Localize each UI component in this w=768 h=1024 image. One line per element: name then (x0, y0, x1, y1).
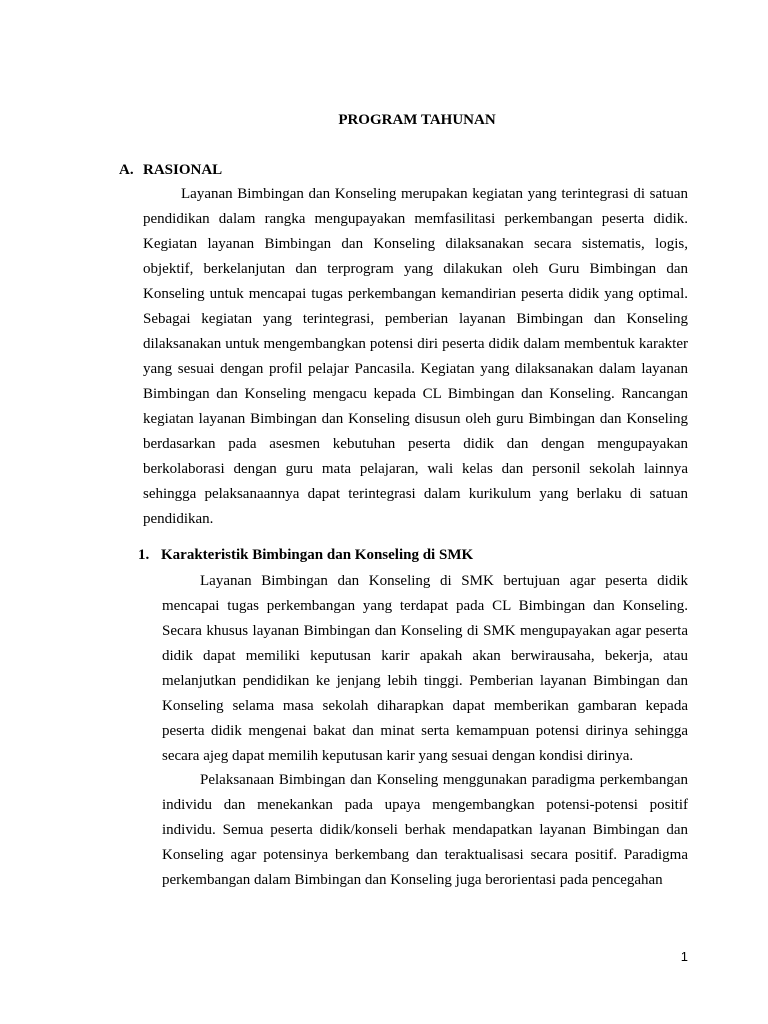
subsection-number: 1. (138, 547, 150, 563)
section-paragraph: Layanan Bimbingan dan Konseling merupakan kegiatan yang terintegrasi di satuan pendidikan dalam rangka mengupayakan memfasilitasi perkembangan peserta didik. Kegiatan layanan Bimbingan dan Konseling dilaksanakan secara sistematis, logis, objektif, berkelanjutan dan terprogram yang dilakukan oleh Guru Bimbingan dan Konseling untuk mencapai tugas perkembangan kemandirian peserta didik yang optimal. Sebagai kegiatan yang terintegrasi, pemberian layanan Bimbingan dan Konseling dilaksanakan untuk mengembangkan potensi diri peserta didik dalam membentuk karakter yang sesuai dengan profil pelajar Pancasila. Kegiatan yang dilaksanakan dalam layanan Bimbingan dan Konseling mengacu kepada CL Bimbingan dan Konseling. Rancangan kegiatan layanan Bimbingan dan Konseling disusun oleh guru Bimbingan dan Konseling berdasarkan pada asesmen kebutuhan peserta didik dan dengan mengupayakan berkolaborasi dengan guru mata pelajaran, wali kelas dan personil sekolah lainnya sehingga pelaksanaannya dapat terintegrasi dalam kurikulum yang berlaku di satuan pendidikan. (143, 186, 688, 527)
section-heading (119, 160, 222, 180)
subsection-paragraph: Layanan Bimbingan dan Konseling di SMK bertujuan agar peserta didik mencapai tugas perkembangan yang terdapat pada CL Bimbingan dan Konseling. Secara khusus layanan Bimbingan dan Konseling di SMK mengupayakan agar peserta didik dapat memiliki keputusan karir apakah akan berwirausaha, bekerja, atau melanjutkan pendidikan ke jenjang lebih tinggi. Pemberian layanan Bimbingan dan Konseling selama masa sekolah diharapkan dapat memberikan gambaran kepada peserta didik mengenai bakat dan minat serta kemampuan potensi dirinya sehingga secara ajeg dapat memilih keputusan karir yang sesuai dengan kondisi dirinya. (162, 573, 688, 764)
page-title: PROGRAM TAHUNAN (338, 112, 496, 128)
section-heading-text: RASIONAL (143, 162, 223, 178)
subsection-paragraph: Pelaksanaan Bimbingan dan Konseling menggunakan paradigma perkembangan individu dan menekankan pada upaya mengembangkan potensi-potensi positif individu. Semua peserta didik/konseli berhak mendapatkan layanan Bimbingan dan Konseling agar potensinya berkembang dan teraktualisasi secara positif. Paradigma perkembangan dalam Bimbingan dan Konseling juga berorientasi pada pencegahan (162, 772, 688, 888)
subsection-heading (138, 545, 473, 565)
subsection-heading-text: Karakteristik Bimbingan dan Konseling di SMK (161, 547, 474, 563)
page-number: 1 (680, 949, 688, 964)
section-letter: A. (119, 162, 134, 178)
